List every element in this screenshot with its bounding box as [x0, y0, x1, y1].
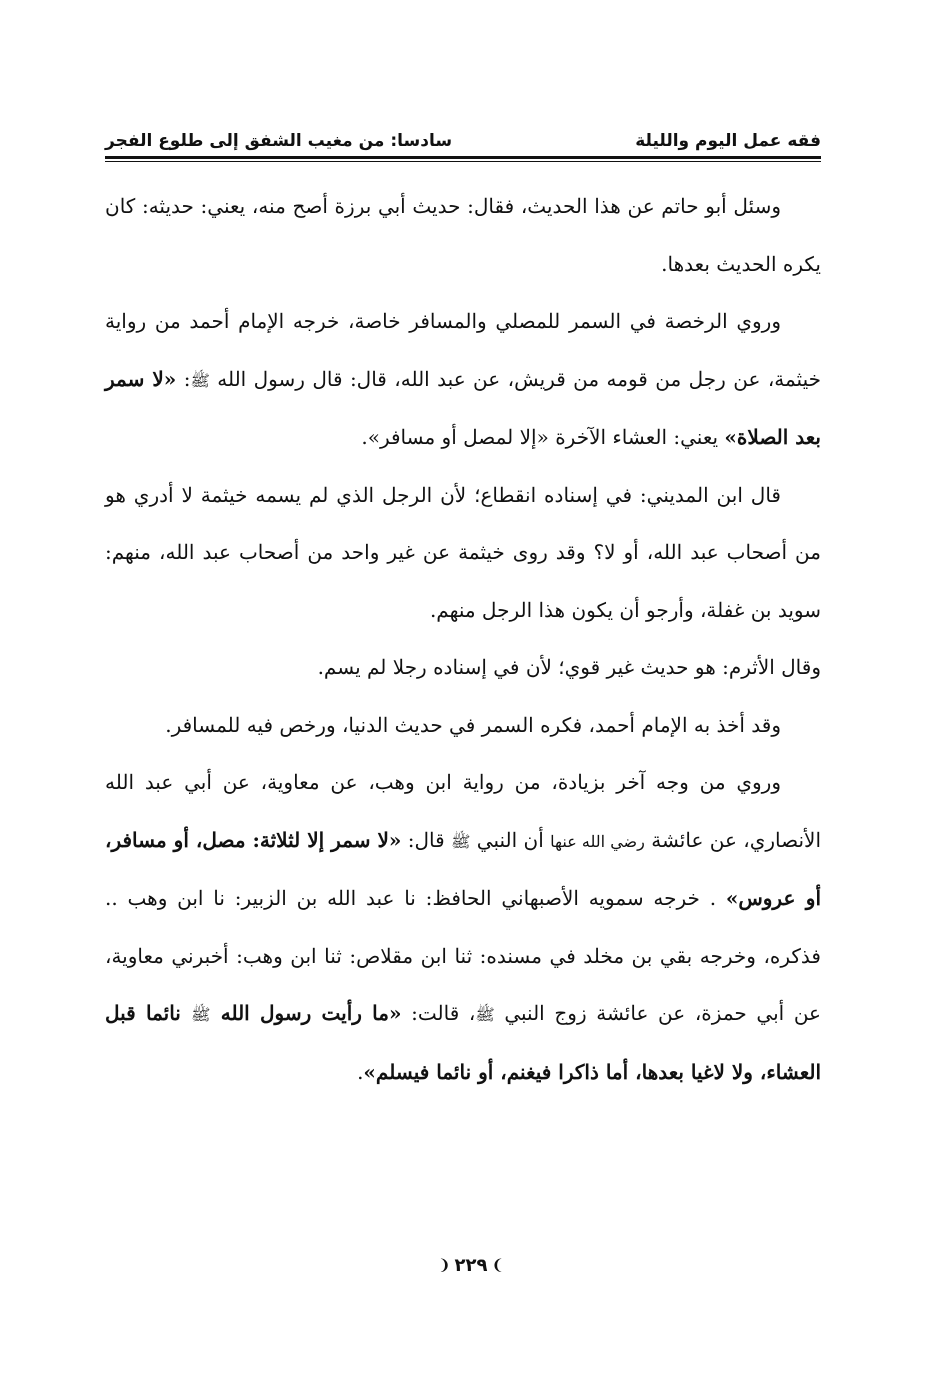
chapter-title: سادسا: من مغيب الشفق إلى طلوع الفجر [105, 131, 453, 151]
header-rule [105, 156, 821, 159]
hadith-quote: «ما رأيت رسول الله [210, 1001, 402, 1025]
salutation-glyph: ﷺ [191, 1005, 211, 1024]
header-rule-thin [105, 161, 821, 162]
text-run: ، قالت: [401, 1001, 476, 1025]
hadith-quote: نائما قبل العشاء، ولا لاغيا بعدها، أما ذاكرا فيغنم، أو نائما فيسلم» [105, 1001, 821, 1084]
text-run: يعني: العشاء الآخرة «إلا لمصل أو مسافر». [361, 425, 725, 449]
radiya-allah-glyph: رضي الله عنها [550, 831, 645, 851]
page-number-value: ٢٢٩ [454, 1254, 488, 1276]
text-run: : [176, 366, 191, 391]
text-run: . خرجه سمويه الأصبهاني الحافظ: نا عبد الله بن الزبير: نا ابن وهب .. فذكره، وخرجه بقي بن مخلد في مسنده: ثنا ابن مقلاص: ثنا ابن وهب: أخبرني معاوية، عن أبي حمزة، عن عائشة زوج النبي [105, 886, 821, 1025]
text-run: وروي الرخصة في السمر للمصلي والمسافر خاصة، خرجه الإمام أحمد من رواية خيثمة، عن رجل من قومه من قريش، عن عبد الله، قال: قال رسول الله [105, 309, 821, 391]
text-run: وسئل أبو حاتم عن هذا الحديث، فقال: حديث أبي برزة أصح منه، يعني: حديثه: كان يكره الحديث بعدها. [105, 194, 821, 276]
paragraph-abu-hatim [105, 178, 821, 293]
hadith-quote: «لا سمر بعد الصلاة» [105, 366, 821, 449]
paragraph-ibn-madini [105, 467, 821, 640]
running-header [105, 128, 821, 154]
text-run: وقد أخذ به الإمام أحمد، فكره السمر في حديث الدنيا، ورخص فيه للمسافر. [165, 712, 781, 737]
text-run: أن النبي [470, 827, 551, 852]
ornament-right: ❩ [491, 1256, 505, 1274]
hadith-quote: «لا سمر إلا لثلاثة: مصل، أو مسافر، أو عروس» [105, 827, 822, 910]
salutation-glyph: ﷺ [190, 370, 210, 390]
text-run: وقال الأثرم: هو حديث غير قوي؛ لأن في إسناده رجلا لم يسم. [317, 655, 821, 679]
page-number [421, 1250, 521, 1280]
salutation-glyph: ﷺ [475, 1005, 495, 1024]
salutation-glyph: ﷺ [451, 831, 471, 851]
text-run: قال: [401, 827, 452, 852]
text-run: . [357, 1059, 364, 1084]
book-title: فقه عمل اليوم والليلة [635, 131, 821, 151]
paragraph-rukhsa [105, 293, 821, 467]
body-text [105, 178, 821, 1101]
paragraph-aisha-narration [105, 754, 821, 1101]
paragraph-imam-ahmad [105, 697, 821, 755]
text-run: وروي من وجه آخر بزيادة، من رواية ابن وهب، عن معاوية، عن أبي عبد الله الأنصاري، عن عائشة [105, 770, 822, 852]
paragraph-athram [105, 639, 821, 697]
text-run: قال ابن المديني: في إسناده انقطاع؛ لأن الرجل الذي لم يسمه خيثمة لا أدري هو من أصحاب عبد الله، أو لا؟ وقد روى خيثمة عن غير واحد من أصحاب عبد الله، منهم: سويد بن غفلة، وأرجو أن يكون هذا الرجل منهم. [105, 482, 821, 622]
ornament-left: ❨ [437, 1256, 451, 1274]
